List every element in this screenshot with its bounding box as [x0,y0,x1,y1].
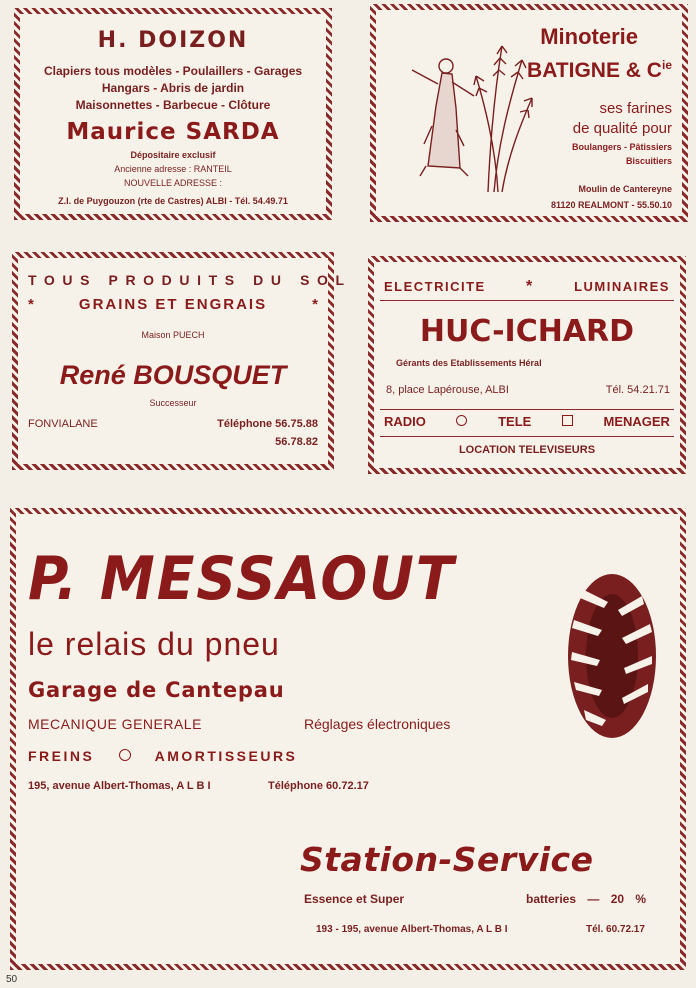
bousquet-house: Maison PUECH [141,330,205,340]
messaout-slogan: le relais du pneu [28,626,280,662]
messaout-mech: MECANIQUE GENERALE [28,716,202,732]
messaout-name: P. MESSAOUT [28,544,456,614]
batigne-title2-sup: ie [661,58,672,72]
ad-doizon [14,8,332,220]
messaout-shocks: AMORTISSEURS [154,748,298,764]
messaout-address2: 193 - 195, avenue Albert-Thomas, A L B I [316,924,508,935]
sower-wheat-illustration [398,26,538,196]
doizon-name: H. DOIZON [97,28,249,53]
huc-categories [384,414,670,429]
huc-top-row [384,278,670,296]
bousquet-name: René BOUSQUET [59,360,287,390]
huc-name: HUC-ICHARD [419,314,635,349]
huc-phone: Tél. 54.21.71 [605,384,670,396]
circle-icon [119,749,131,761]
huc-top-right: LUMINAIRES [574,279,670,294]
batigne-mill: Moulin de Cantereyne [578,184,672,194]
doizon-line2: Hangars - Abris de jardin [101,81,245,95]
doizon-new-label: NOUVELLE ADRESSE : [123,178,223,188]
bousquet-star-right: * [312,296,318,313]
messaout-brakes: FREINS [28,748,95,764]
square-icon [562,415,573,426]
batigne-title2-block [527,58,672,83]
huc-cat-radio: RADIO [384,414,426,429]
doizon-address: Z.I. de Puygouzon (rte de Castres) ALBI - Tél. 54.49.71 [58,196,288,206]
doizon-line3: Maisonnettes - Barbecue - Clôture [75,98,271,112]
doizon-old-address: Ancienne adresse : RANTEIL [114,164,232,174]
messaout-batteries: batteries — 20 % [526,892,647,906]
batigne-slogan1: ses farines [599,100,672,117]
messaout-phone: Téléphone 60.72.17 [268,780,369,792]
messaout-garage: Garage de Cantepau [28,678,285,702]
bousquet-phone2: 56.78.82 [275,436,318,448]
messaout-elec: Réglages électroniques [304,716,451,732]
bousquet-star-left: * [28,296,34,313]
bousquet-phone1: Téléphone 56.75.88 [217,418,318,430]
bousquet-role: Successeur [149,398,197,408]
huc-divider-top [380,300,674,301]
ad-batigne [370,4,688,222]
huc-managers: Gérants des Etablissements Héral [396,358,542,368]
bousquet-town: FONVIALANE [28,418,98,430]
batigne-postal: 81120 REALMONT - 55.50.10 [550,200,672,210]
ad-bousquet [12,252,352,470]
huc-address: 8, place Lapérouse, ALBI [386,384,509,396]
messaout-address: 195, avenue Albert-Thomas, A L B I [28,780,211,792]
circle-icon [456,415,467,426]
ad-messaout [10,508,686,970]
doizon-dealer: Maurice SARDA [66,119,280,145]
batigne-clients1: Boulangers - Pâtissiers [571,142,672,152]
huc-divider-mid [380,409,674,410]
tire-icon [564,570,660,742]
huc-divider-bottom [380,436,674,437]
huc-cat-menager: MENAGER [603,414,670,429]
messaout-services [28,748,297,764]
batigne-title1: Minoterie [540,24,638,49]
bousquet-line2: GRAINS ET ENGRAIS [78,296,268,313]
bousquet-line2-row [28,296,318,313]
bousquet-line1: TOUS PRODUITS DU SOL [28,272,352,288]
huc-star: * [526,278,534,295]
messaout-phone2: Tél. 60.72.17 [586,924,645,935]
batigne-slogan2: de qualité pour [572,120,672,137]
ad-huc-ichard [368,256,686,474]
messaout-station: Station-Service [300,840,594,879]
doizon-role: Dépositaire exclusif [130,150,216,160]
huc-top-left: ELECTRICITE [384,279,486,294]
batigne-clients2: Biscuitiers [625,156,672,166]
batigne-title2: BATIGNE & C [527,59,662,82]
messaout-fuel: Essence et Super [304,892,405,906]
huc-location: LOCATION TELEVISEURS [458,444,596,456]
huc-cat-tele: TELE [498,414,532,429]
doizon-line1: Clapiers tous modèles - Poulaillers - Garages [43,64,303,78]
page-number: 50 [6,974,18,985]
